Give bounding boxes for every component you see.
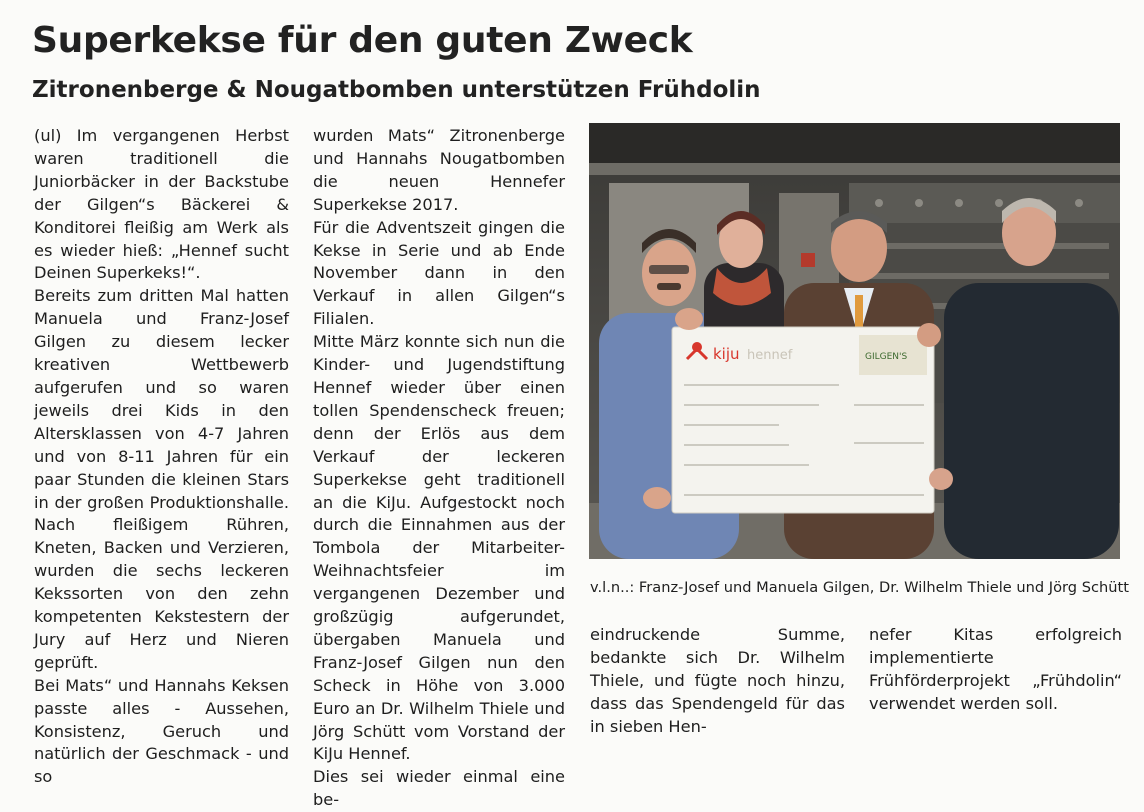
paragraph: Mitte März konnte sich nun die Kinder- und Jugendstiftung Hennef wieder über einen tollen Spendenscheck freuen; denn der Erlös aus dem Verkauf der leckeren Superkekse geht traditionell an die KiJu. Aufgestockt noch durch die Einnahmen aus der Tombola der Mitarbeiter-Weihnachtsfeier im vergangenen Dezember und großzügig aufgerundet, übergaben Manuela und Franz-Josef Gilgen nun den Scheck in Höhe von 3.000 Euro an Dr. Wilhelm Thiele und Jörg Schütt vom Vorstand der KiJu Hennef. — [313, 332, 565, 764]
paragraph: wurden Mats“ Zitronenberge und Hannahs Nougatbomben die neuen Hennefer Superkekse 2017. — [313, 126, 565, 214]
paragraph: nefer Kitas erfolgreich implementierte Frühförderprojekt „Frühdolin“ verwendet werden soll. — [869, 625, 1122, 713]
headline: Superkekse für den guten Zweck — [32, 20, 693, 61]
paragraph: Dies sei wieder einmal eine be- — [313, 767, 565, 810]
paragraph: Bereits zum dritten Mal hatten Manuela und Franz-Josef Gilgen zu diesem lecker kreativen Wettbewerb aufgerufen und so waren jeweils drei Kids in den Altersklassen von 4-7 Jahren und von 8-11 Jahren für ein paar Stunden die kleinen Stars in der großen Produktionshalle. Nach fleißigem Rühren, Kneten, Backen und Verzieren, wurden die sechs leckeren Kekssorten von den zehn kompetenten Kekstestern der Jury auf Herz und Nieren geprüft. — [34, 286, 289, 672]
paragraph: Für die Adventszeit gingen die Kekse in Serie und ab Ende November dann in den Verkauf in allen Gilgen“s Filialen. — [313, 217, 565, 329]
paragraph: eindruckende Summe, bedankte sich Dr. Wilhelm Thiele, und fügte noch hinzu, dass das Spendengeld für das in sieben Hen- — [590, 625, 845, 736]
article-column-1 — [34, 125, 289, 789]
paragraph: (ul) Im vergangenen Herbst waren traditionell die Juniorbäcker in der Backstube der Gilgen“s Bäckerei & Konditorei fleißig am Werk als es wieder hieß: „Hennef sucht Deinen Superkeks!“. — [34, 126, 289, 283]
sponsor-logo: GILGEN'S — [865, 352, 908, 362]
article-column-3 — [590, 624, 845, 739]
photo-caption: v.l.n..: Franz-Josef und Manuela Gilgen, Dr. Wilhelm Thiele und Jörg Schütt — [590, 579, 1129, 596]
photo-illustration — [589, 123, 1120, 559]
paragraph: Bei Mats“ und Hannahs Keksen passte alles - Aussehen, Konsistenz, Geruch und natürlich der Geschmack - und so — [34, 675, 289, 787]
photo-check-handover — [589, 123, 1120, 559]
article-column-2 — [313, 125, 565, 812]
check-brand: kiju — [713, 345, 740, 363]
article-column-4 — [869, 624, 1122, 716]
check-brand-tail: hennef — [747, 348, 793, 363]
subheadline: Zitronenberge & Nougatbomben unterstützen Frühdolin — [32, 77, 761, 103]
